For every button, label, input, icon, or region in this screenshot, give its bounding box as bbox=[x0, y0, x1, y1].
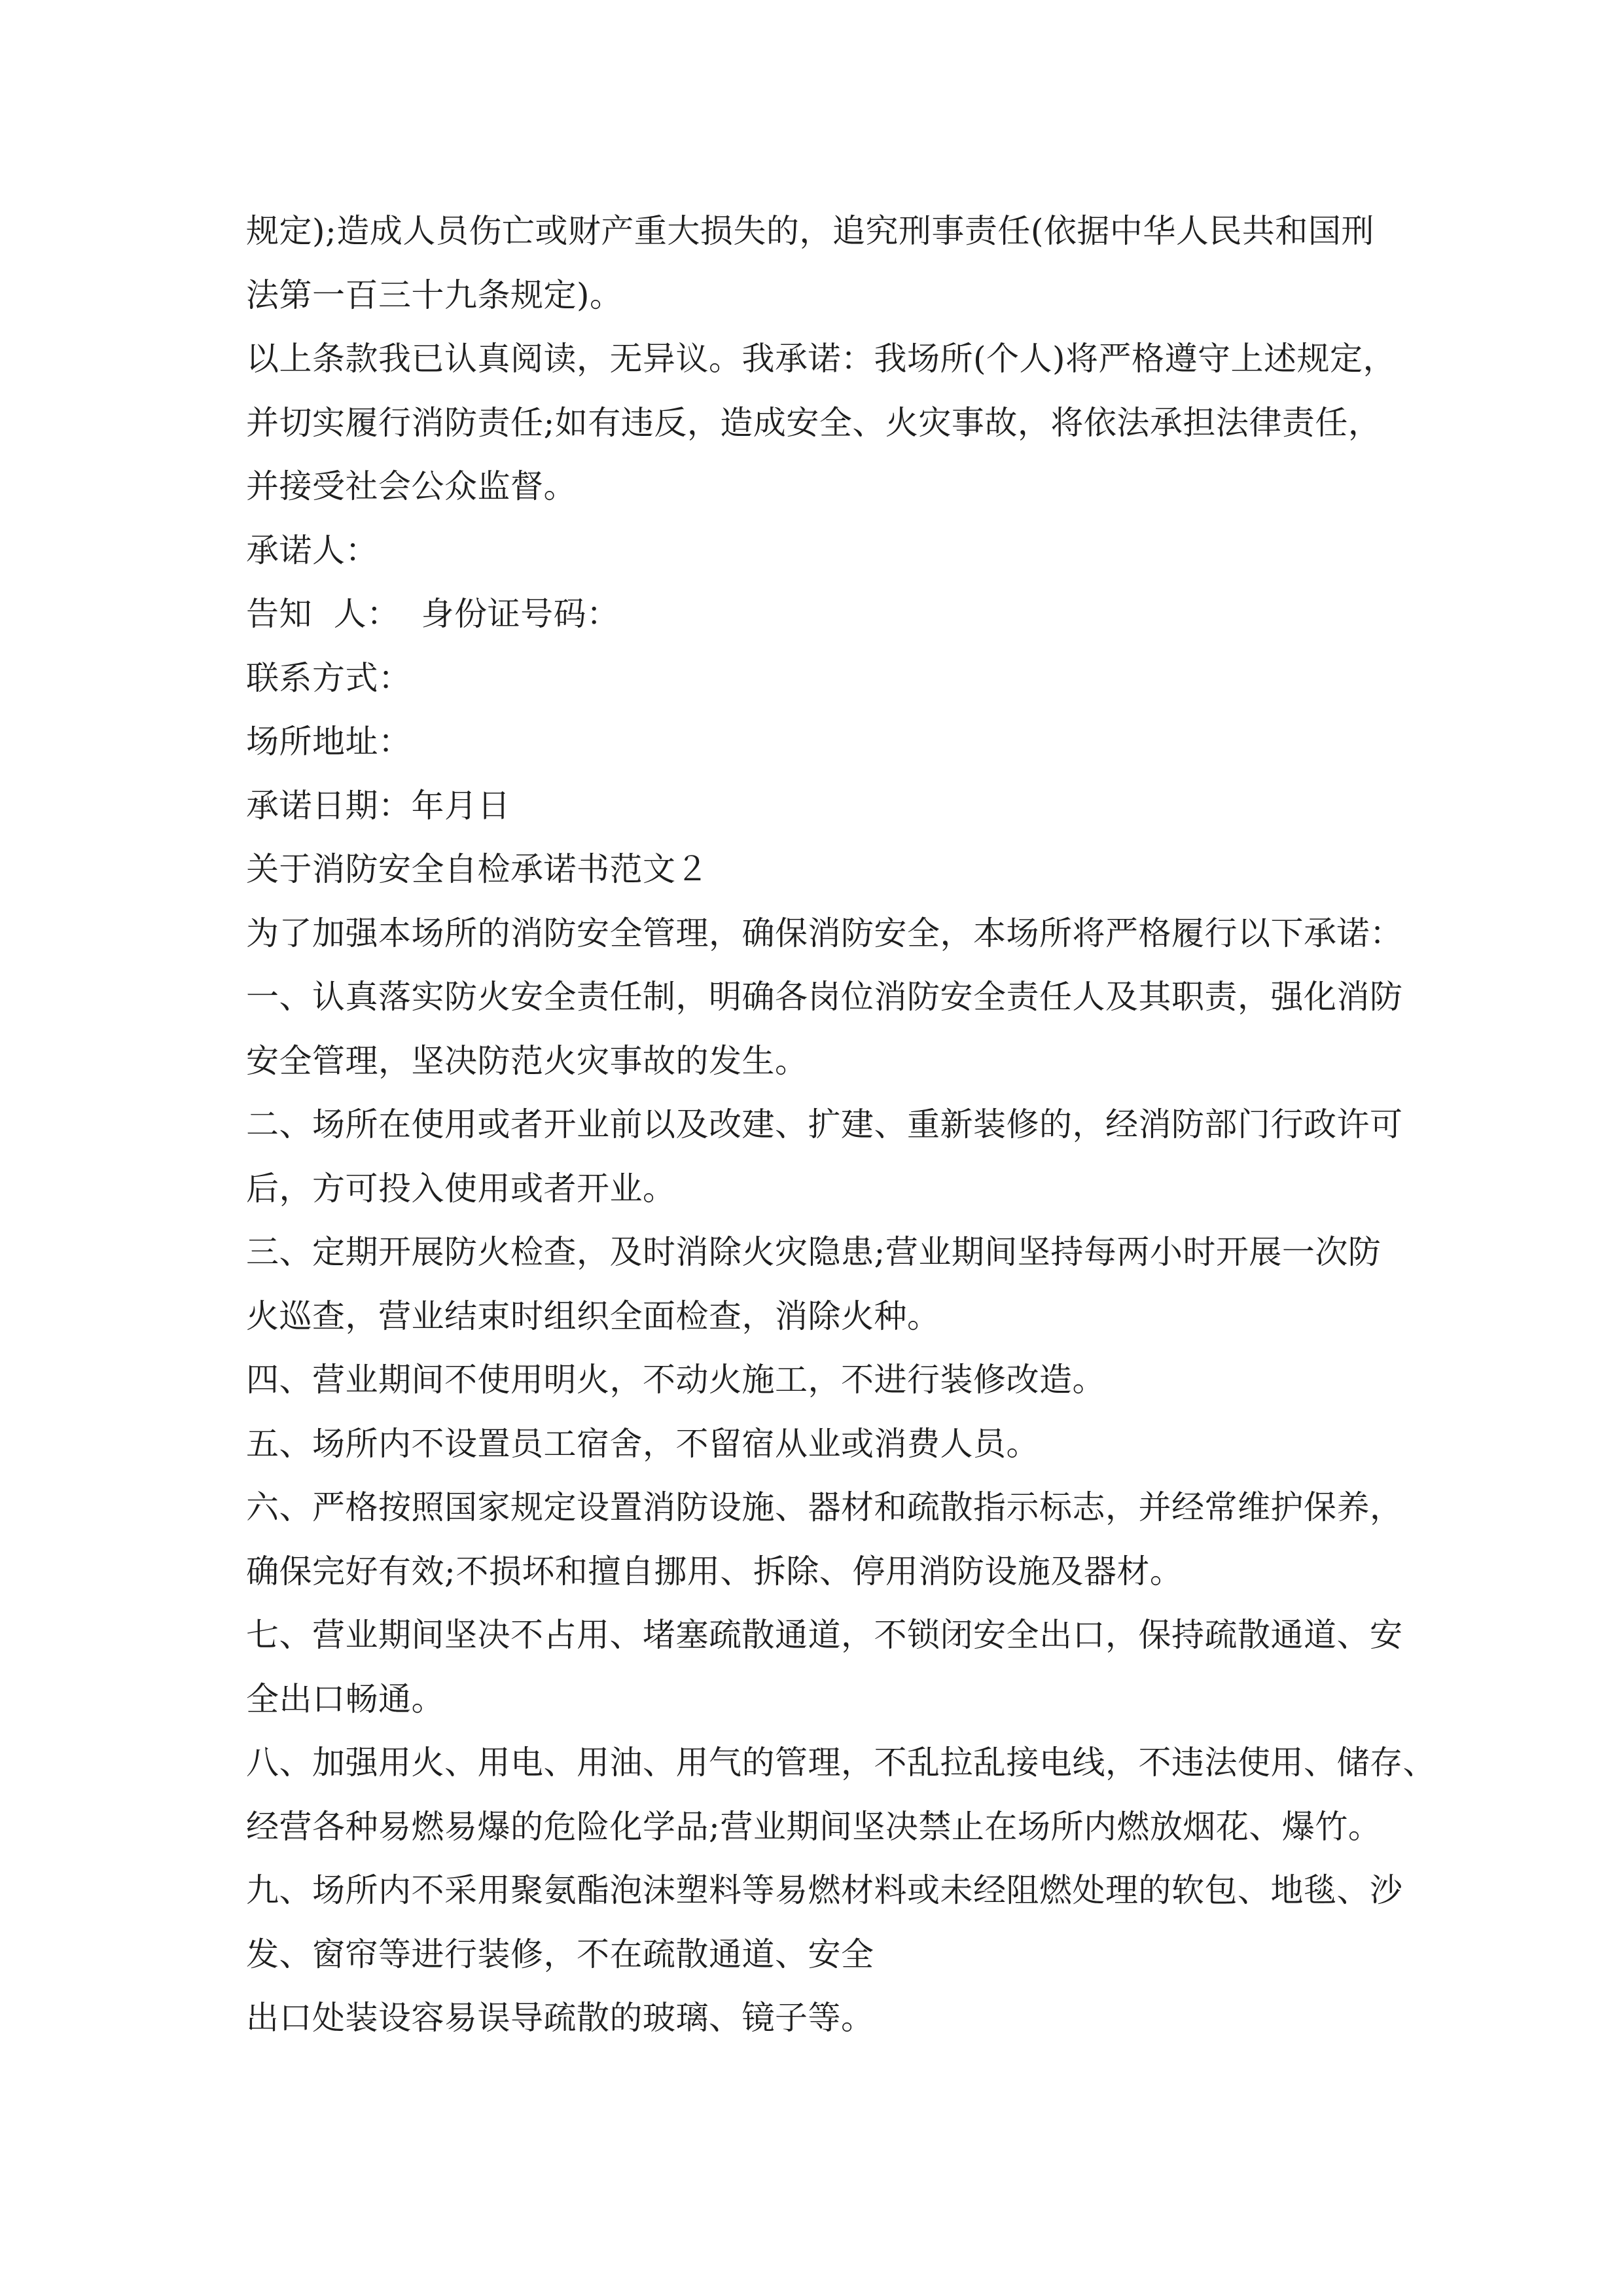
text-line: 二、场所在使用或者开业前以及改建、扩建、重新装修的，经消防部门行政许可 bbox=[246, 1105, 1403, 1143]
text-line: 为了加强本场所的消防安全管理，确保消防安全，本场所将严格履行以下承诺： bbox=[246, 914, 1403, 952]
text-line: 八、加强用火、用电、用油、用气的管理，不乱拉乱接电线，不违法使用、储存、 bbox=[246, 1744, 1436, 1782]
text-line: 出口处装设容易误导疏散的玻璃、镜子等。 bbox=[246, 1999, 874, 2037]
text-line: 后，方可投入使用或者开业。 bbox=[246, 1169, 676, 1208]
text-line: 全出口畅通。 bbox=[246, 1679, 444, 1718]
text-line: 五、场所内不设置员工宿舍，不留宿从业或消费人员。 bbox=[246, 1424, 1039, 1463]
text-line: 并接受社会公众监督。 bbox=[246, 467, 577, 505]
text-line: 经营各种易燃易爆的危险化学品;营业期间坚决禁止在场所内燃放烟花、爆竹。 bbox=[246, 1807, 1382, 1846]
text-line: 一、认真落实防火安全责任制，明确各岗位消防安全责任人及其职责，强化消防 bbox=[246, 978, 1403, 1016]
document-body bbox=[246, 200, 1436, 2051]
text-line: 以上条款我已认真阅读，无异议。我承诺：我场所(个人)将严格遵守上述规定， bbox=[246, 340, 1397, 378]
text-line: 安全管理，坚决防范火灾事故的发生。 bbox=[246, 1041, 808, 1080]
address-label: 场所地址： bbox=[246, 723, 412, 761]
text-line: 法第一百三十九条规定)。 bbox=[246, 276, 623, 314]
date-label: 承诺日期：年月日 bbox=[246, 786, 510, 825]
text-line: 七、营业期间坚决不占用、堵塞疏散通道，不锁闭安全出口，保持疏散通道、安 bbox=[246, 1616, 1403, 1654]
promisor-label: 承诺人： bbox=[246, 531, 378, 569]
text-line: 火巡查，营业结束时组织全面检查，消除火种。 bbox=[246, 1297, 940, 1335]
text-line: 三、定期开展防火检查，及时消除火灾隐患;营业期间坚持每两小时开展一次防 bbox=[246, 1233, 1382, 1271]
contact-label: 联系方式： bbox=[246, 658, 412, 697]
text-line: 确保完好有效;不损坏和擅自挪用、拆除、停用消防设施及器材。 bbox=[246, 1552, 1183, 1590]
section-title: 关于消防安全自检承诺书范文２ bbox=[246, 850, 709, 888]
text-line: 四、营业期间不使用明火，不动火施工，不进行装修改造。 bbox=[246, 1361, 1105, 1399]
text-line: 六、严格按照国家规定设置消防设施、器材和疏散指示标志，并经常维护保养， bbox=[246, 1488, 1403, 1526]
text-line: 九、场所内不采用聚氨酯泡沫塑料等易燃材料或未经阻燃处理的软包、地毯、沙 bbox=[246, 1871, 1403, 1909]
text-line: 规定);造成人员伤亡或财产重大损失的，追究刑事责任(依据中华人民共和国刑 bbox=[246, 212, 1374, 250]
informer-id-label: 告知 人： 身份证号码： bbox=[246, 595, 620, 633]
text-line: 发、窗帘等进行装修，不在疏散通道、安全 bbox=[246, 1935, 874, 1973]
text-line: 并切实履行消防责任;如有违反，造成安全、火灾事故，将依法承担法律责任， bbox=[246, 403, 1382, 442]
